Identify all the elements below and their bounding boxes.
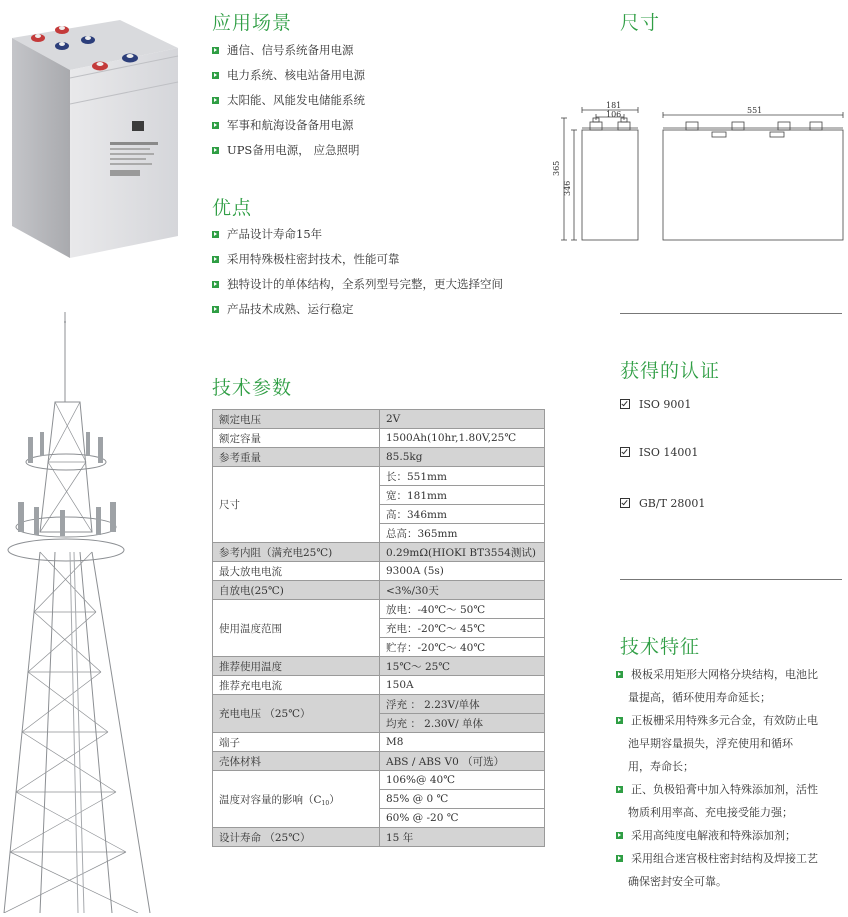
list-item-continuation: 用，寿命长； — [628, 760, 694, 773]
bullet-icon — [212, 306, 219, 313]
list-item-continuation: 确保密封安全可靠。 — [628, 875, 727, 888]
tower-image — [0, 312, 185, 913]
list-item: 正板栅采用特殊多元合金，有效防止电 — [616, 709, 848, 732]
table-row: 参考内阻（满充电25℃) 0.29mΩ(HIOKI BT3554测试) — [213, 543, 545, 562]
list-item: 采用组合迷宫极柱密封结构及焊接工艺 — [616, 847, 848, 870]
list-item: 太阳能、风能发电储能系统 — [212, 88, 365, 113]
list-item-continuation: 物质利用率高、充电接受能力强； — [628, 806, 793, 819]
list-item: 产品设计寿命15年 — [212, 222, 503, 247]
table-row: 自放电(25℃) <3%/30天 — [213, 581, 545, 600]
list-item: 独特设计的单体结构，全系列型号完整，更大选择空间 — [212, 272, 503, 297]
list-item: 正、负极铅膏中加入特殊添加剂，活性 — [616, 778, 848, 801]
bullet-icon — [212, 97, 219, 104]
table-row: 端子 M8 — [213, 733, 545, 752]
list-item: 军事和航海设备备用电源 — [212, 113, 365, 138]
list-item-continuation: 量提高，循环使用寿命延长； — [628, 691, 771, 704]
divider — [620, 313, 842, 314]
list-item: 产品技术成熟、运行稳定 — [212, 297, 503, 322]
checkbox-icon — [620, 399, 630, 409]
checkbox-icon — [620, 447, 630, 457]
dim-height-body: 346 — [563, 180, 572, 196]
table-row: 推荐充电电流 150A — [213, 676, 545, 695]
list-item: 极板采用矩形大网格分块结构，电池比 — [616, 663, 848, 686]
dimensions-title: 尺寸 — [620, 12, 661, 34]
application-list — [212, 38, 365, 163]
bullet-icon — [212, 231, 219, 238]
list-item: 采用特殊极柱密封技术，性能可靠 — [212, 247, 503, 272]
list-item-continuation: 池早期容量损失，浮充使用和循环 — [628, 737, 793, 750]
list-item: 采用高纯度电解液和特殊添加剂； — [616, 824, 848, 847]
bullet-icon — [616, 832, 623, 839]
cert-item: ISO 9001 — [620, 398, 691, 411]
dim-width-outer: 181 — [606, 101, 622, 110]
table-row: 额定容量 1500Ah(10hr,1.80V,25℃ — [213, 429, 545, 448]
table-row: 温度对容量的影响$(C_{10})$ 106%@ 40℃ — [213, 771, 545, 790]
bullet-icon — [212, 147, 219, 154]
table-row: 最大放电电流 9300A (5s) — [213, 562, 545, 581]
certs-title: 获得的认证 — [620, 360, 721, 382]
table-row: 额定电压 2V — [213, 410, 545, 429]
bullet-icon — [616, 855, 623, 862]
dim-height-total: 365 — [552, 160, 561, 176]
dim-width-inner: 106 — [606, 110, 622, 119]
checkbox-icon — [620, 498, 630, 508]
divider — [620, 579, 842, 580]
bullet-icon — [212, 281, 219, 288]
dimension-drawing — [552, 98, 848, 248]
advantages-list — [212, 222, 503, 322]
cert-item: GB/T 28001 — [620, 497, 705, 510]
table-row: 设计寿命 （25℃） 15 年 — [213, 828, 545, 847]
specs-table: 额定电压 2V 额定容量 1500Ah(10hr,1.80V,25℃ 参考重量 85.5kg 尺寸 长：551mm 宽：181mm 高：346mm 总高：365mm 参考内阻（满充电25℃) 0.29mΩ(HIOKI BT3554测试) 最大放电电流 9300A (5s) 自放电(25℃) <3%/30天 使用温度范围 放电：-40℃～ 50℃ 充电：-20℃～ 45℃ 贮存：-20℃～ 40℃ 推荐使用温度 15℃～ 25℃ 推荐充电电流 150A 充电电压 （25℃） 浮充 ： 2.23V/单体 均充 ： 2.30V/ 单体 端子 M8 壳体材料 ABS / ABS V0 （可选） 温度对容量的影响$(C_{10})$ 106%@ 40℃ 85% @ 0 ℃ 60% @ -20 ℃ 设计寿命 （25℃） 15 年 — [212, 409, 545, 847]
specs-title: 技术参数 — [212, 377, 293, 399]
application-title: 应用场景 — [212, 12, 293, 34]
table-row: 充电电压 （25℃） 浮充 ： 2.23V/单体 — [213, 695, 545, 714]
features-list — [616, 663, 848, 893]
bullet-icon — [212, 72, 219, 79]
bullet-icon — [212, 122, 219, 129]
bullet-icon — [616, 717, 623, 724]
bullet-icon — [212, 256, 219, 263]
cert-item: ISO 14001 — [620, 446, 698, 459]
table-row: 壳体材料 ABS / ABS V0 （可选） — [213, 752, 545, 771]
bullet-icon — [212, 47, 219, 54]
list-item: 电力系统、核电站备用电源 — [212, 63, 365, 88]
table-row: 参考重量 85.5kg — [213, 448, 545, 467]
advantages-title: 优点 — [212, 197, 253, 219]
table-row: 尺寸 长：551mm — [213, 467, 545, 486]
list-item: UPS备用电源， 应急照明 — [212, 138, 365, 163]
features-title: 技术特征 — [620, 636, 701, 658]
battery-image — [0, 18, 185, 263]
bullet-icon — [616, 671, 623, 678]
table-row: 推荐使用温度 15℃～ 25℃ — [213, 657, 545, 676]
table-row: 使用温度范围 放电：-40℃～ 50℃ — [213, 600, 545, 619]
list-item: 通信、信号系统备用电源 — [212, 38, 365, 63]
dim-length: 551 — [747, 106, 763, 115]
bullet-icon — [616, 786, 623, 793]
